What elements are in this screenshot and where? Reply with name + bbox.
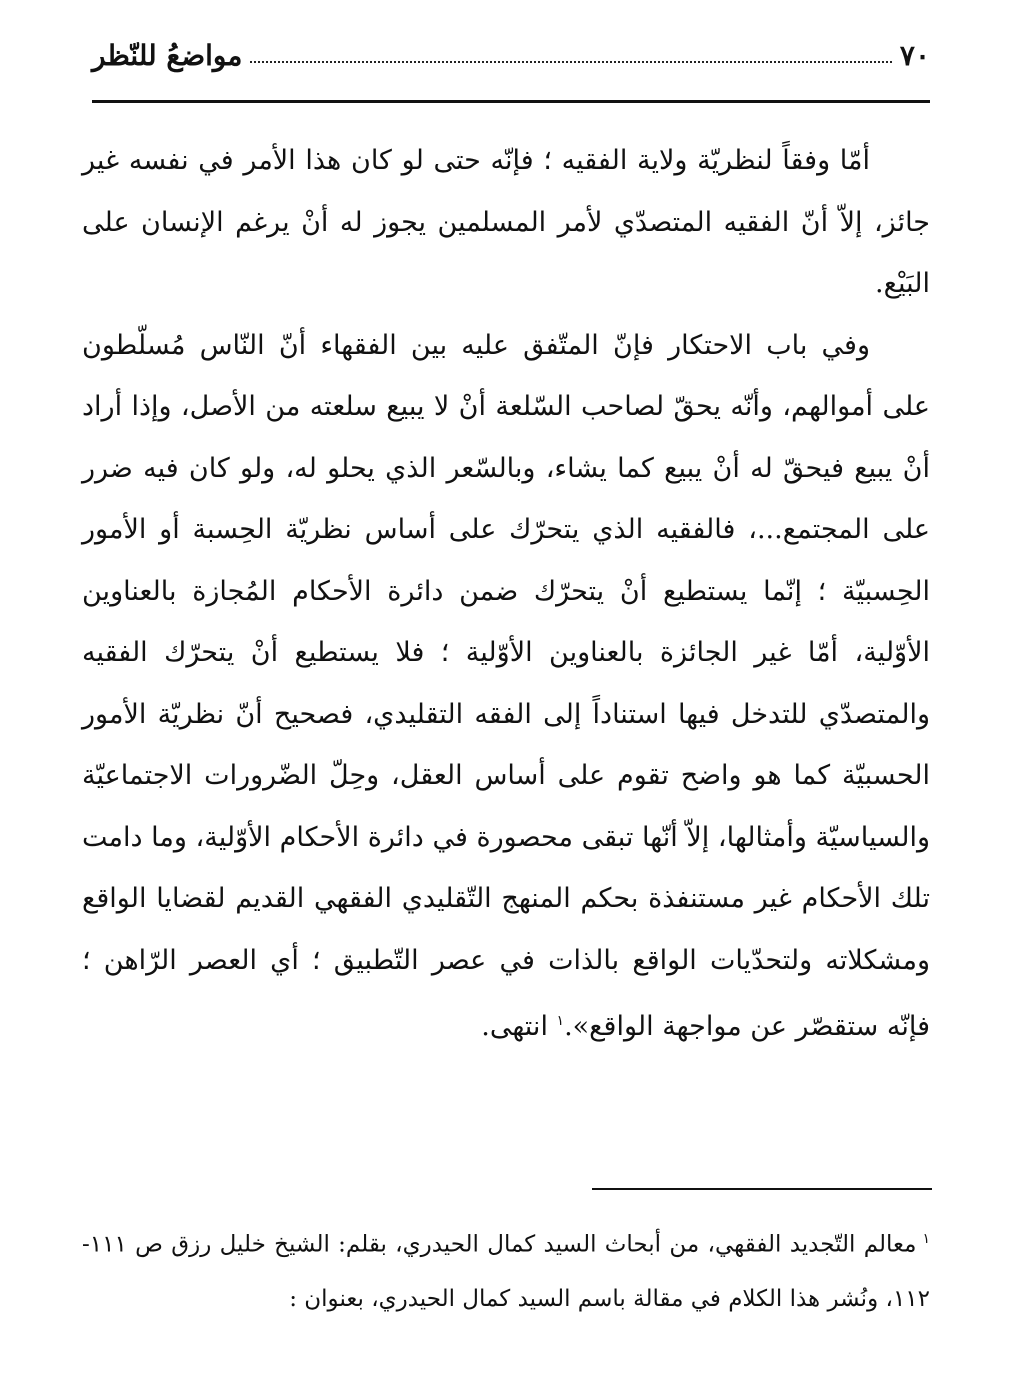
footnote-reference: ١ bbox=[556, 1013, 565, 1029]
paragraph-1: أمّا وفقاً لنظريّة ولاية الفقيه ؛ فإنّه حتى لو كان هذا الأمر في نفسه غير جائز، إلاّ أنّ الفقيه المتصدّي لأمر المسلمين يجوز له أنْ يرغم الإنسان على البَيْع. bbox=[82, 145, 930, 299]
paragraph-2-text: وفي باب الاحتكار فإنّ المتّفق عليه بين الفقهاء أنّ النّاس مُسلّطون على أموالهم، وأنّه يحقّ لصاحب السّلعة أنْ لا يبيع سلعته من الأصل، وإذا أراد أنْ يبيع فيحقّ له أنْ يبيع كما يشاء، وبالسّعر الذي يحلو له، ولو كان فيه ضرر على المجتمع...، فالفقيه الذي يتحرّك على أساس نظريّة الحِسبة أو الأمور الحِسبيّة ؛ إنّما يستطيع أنْ يتحرّك ضمن دائرة الأحكام المُجازة بالعناوين الأوّلية، أمّا غير الجائزة بالعناوين الأوّلية ؛ فلا يستطيع أنْ يتحرّك الفقيه والمتصدّي للتدخل فيها استناداً إلى الفقه التقليدي، فصحيح أنّ نظريّة الأمور الحسبيّة كما هو واضح تقوم على أساس العقل، وحِلّ الضّرورات الاجتماعيّة والسياسيّة وأمثالها، إلاّ أنّها تبقى محصورة في دائرة الأحكام الأوّلية، وما دامت تلك الأحكام غير مستنفذة بحكم المنهج التّقليدي الفقهي القديم لقضايا الواقع ومشكلاته ولتحدّيات الواقع بالذات في عصر التّطبيق ؛ أي العصر الرّاهن ؛ فإنّه ستقصّر عن مواجهة الواقع». bbox=[82, 329, 930, 1042]
body-text bbox=[82, 130, 930, 1058]
header-rule bbox=[92, 100, 930, 103]
paragraph-2 bbox=[82, 315, 930, 1058]
footnote-mark: ١ bbox=[922, 1231, 930, 1247]
running-title: مواضعُ للنّظر bbox=[92, 38, 243, 72]
paragraph-2-end: انتهى. bbox=[481, 1011, 557, 1042]
footnote-rule bbox=[592, 1188, 932, 1190]
footnote-text: معالم التّجديد الفقهي، من أبحاث السيد كمال الحيدري، بقلم: الشيخ خليل رزق ص ١١١- ١١٢، ونُشر هذا الكلام في مقالة باسم السيد كمال الحيدري، بعنوان : bbox=[82, 1231, 930, 1312]
header-leader-dots bbox=[250, 61, 892, 63]
page-header bbox=[92, 30, 930, 80]
page-number: ٧٠ bbox=[899, 38, 930, 72]
footnote bbox=[82, 1212, 930, 1326]
